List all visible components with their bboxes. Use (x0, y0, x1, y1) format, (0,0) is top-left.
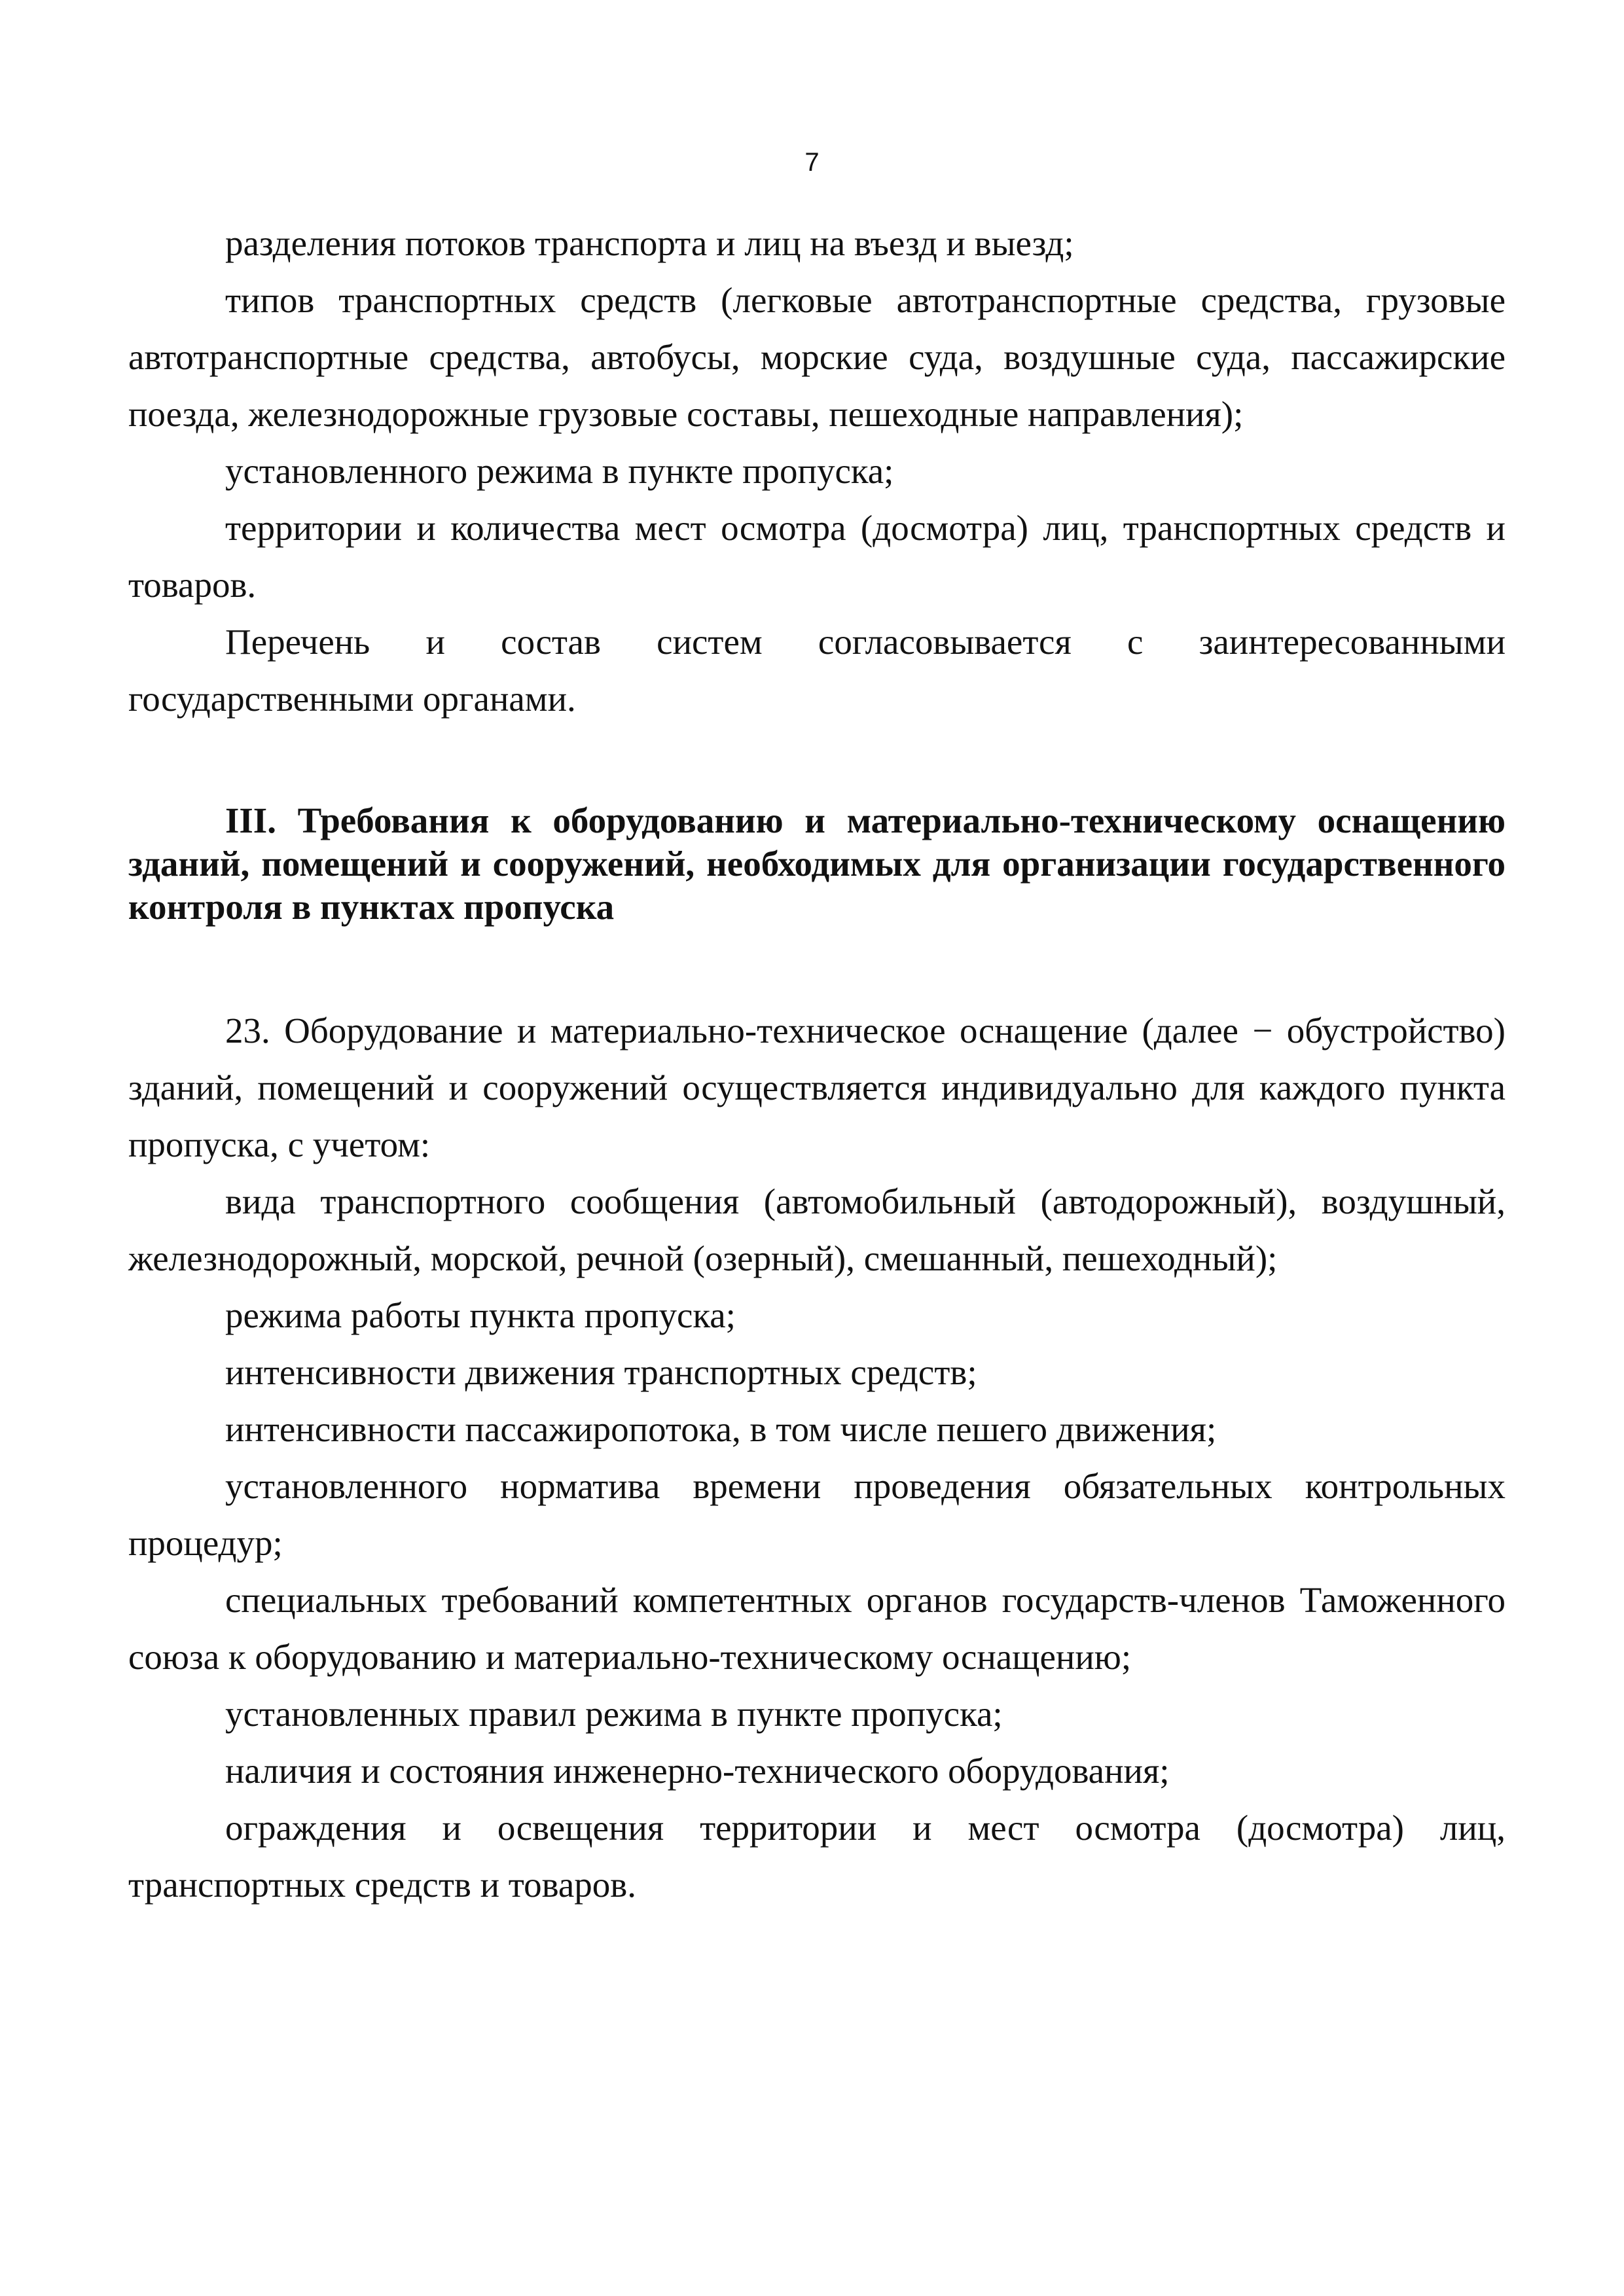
paragraph: разделения потоков транспорта и лиц на въезд и выезд; (225, 223, 1074, 263)
paragraph: Перечень и состав систем согласовывается с заинтересованными государственными органами. (128, 622, 1506, 719)
list-item: установленного норматива времени проведения обязательных контрольных процедур; (128, 1466, 1506, 1563)
list-item: интенсивности движения транспортных средств; (225, 1352, 977, 1392)
list-item: режима работы пункта пропуска; (225, 1295, 736, 1335)
spacer (128, 727, 1506, 799)
document-body (128, 215, 1506, 1913)
paragraph: установленного режима в пункте пропуска; (225, 451, 894, 491)
list-item: наличия и состояния инженерно-технического оборудования; (225, 1751, 1170, 1791)
paragraph: 23. Оборудование и материально-техническое оснащение (далее − обустройство) зданий, помещений и сооружений осуществляется индивидуально для каждого пункта пропуска, с учетом: (128, 1011, 1506, 1164)
list-item: установленных правил режима в пункте пропуска; (225, 1694, 1003, 1734)
page-number: 7 (804, 148, 820, 177)
spacer (128, 929, 1506, 1002)
paragraph: территории и количества мест осмотра (досмотра) лиц, транспортных средств и товаров. (128, 508, 1506, 605)
list-item: вида транспортного сообщения (автомобильный (автодорожный), воздушный, железнодорожный, морской, речной (озерный), смешанный, пешеходный); (128, 1181, 1506, 1278)
list-item: интенсивности пассажиропотока, в том числе пешего движения; (225, 1409, 1217, 1449)
list-item: специальных требований компетентных органов государств-членов Таможенного союза к оборудованию и материально-техническому оснащению; (128, 1580, 1506, 1677)
paragraph: типов транспортных средств (легковые автотранспортные средства, грузовые автотранспортные средства, автобусы, морские суда, воздушные суда, пассажирские поезда, железнодорожные грузовые составы, пешеходные направления); (128, 280, 1506, 434)
list-item: ограждения и освещения территории и мест осмотра (досмотра) лиц, транспортных средств и товаров. (128, 1808, 1506, 1905)
section-heading: III. Требования к оборудованию и материально-техническому оснащению зданий, помещений и сооружений, необходимых для организации государственного контроля в пунктах пропуска (128, 800, 1506, 927)
